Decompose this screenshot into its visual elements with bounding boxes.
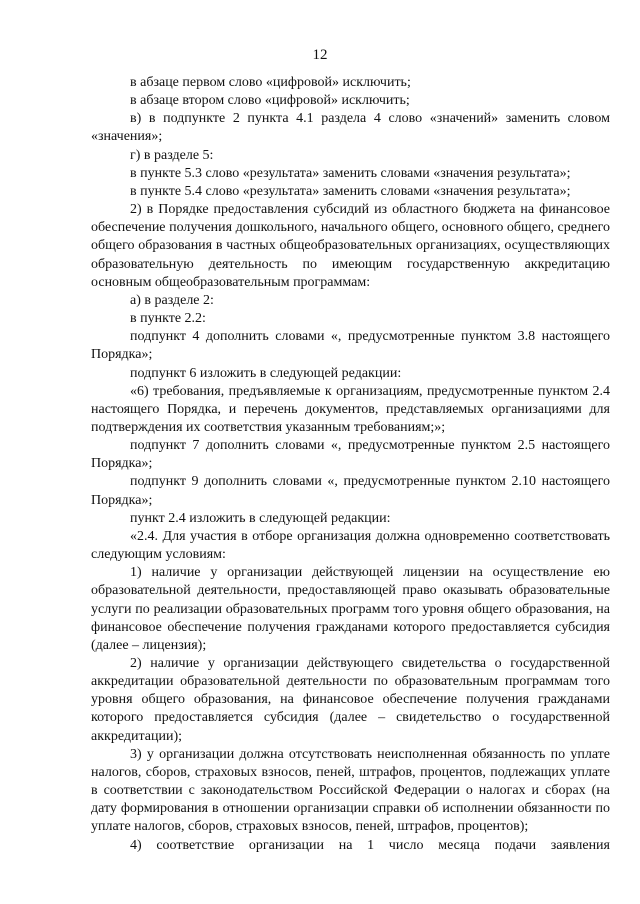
paragraph: «2.4. Для участия в отборе организация должна одновременно соответствовать следующим условиям:: [91, 528, 610, 563]
paragraph: подпункт 9 дополнить словами «, предусмотренные пунктом 2.10 настоящего Порядка»;: [91, 474, 610, 508]
document-body: [91, 74, 610, 855]
paragraph: 4) соответствие организации на 1 число месяца подачи заявления: [130, 837, 610, 853]
page-number: 12: [312, 47, 328, 63]
paragraph: а) в разделе 2:: [130, 292, 214, 308]
paragraph: подпункт 6 изложить в следующей редакции:: [130, 365, 402, 381]
paragraph: 3) у организации должна отсутствовать неисполненная обязанность по уплате налогов, сборов, страховых взносов, пеней, штрафов, процентов, подлежащих уплате в соответствии с законодательством Российской Федерации о налогах и сборах (на дату формирования в отношении организации справки об исполнении обязанности по уплате налогов, сборов, страховых взносов, пеней, штрафов, процентов);: [91, 746, 610, 835]
paragraph: подпункт 7 дополнить словами «, предусмотренные пунктом 2.5 настоящего Порядка»;: [91, 438, 610, 472]
paragraph: в абзаце втором слово «цифровой» исключить;: [130, 93, 410, 109]
paragraph: в пункте 5.4 слово «результата» заменить словами «значения результата»;: [130, 183, 571, 199]
paragraph: 2) наличие у организации действующего свидетельства о государственной аккредитации образовательной деятельности по образовательным программам того уровня общего образования, на финансовое обеспечение получения гражданами которого предоставляется субсидия (далее – свидетельство о государственной аккредитации);: [91, 656, 610, 744]
paragraph: 1) наличие у организации действующей лицензии на осуществление ею образовательной деятельности, предоставляющей право оказывать образовательные услуги по реализации образовательных программ того уровня общего образования, на финансовое обеспечение получения гражданами которого предоставляется субсидия (далее – лицензия);: [91, 565, 610, 653]
paragraph: подпункт 4 дополнить словами «, предусмотренные пунктом 3.8 настоящего Порядка»;: [91, 329, 610, 363]
paragraph: в пункте 2.2:: [130, 311, 206, 327]
paragraph: пункт 2.4 изложить в следующей редакции:: [130, 510, 391, 526]
paragraph: г) в разделе 5:: [130, 147, 214, 163]
paragraph: в абзаце первом слово «цифровой» исключить;: [130, 75, 411, 90]
paragraph: в) в подпункте 2 пункта 4.1 раздела 4 слово «значений» заменить словом «значения»;: [91, 111, 610, 145]
paragraph: «6) требования, предъявляемые к организациям, предусмотренные пунктом 2.4 настоящего Порядка, и перечень документов, представляемых организациями для подтверждения их соответствия указанным требованиям;»;: [91, 383, 610, 435]
paragraph: в пункте 5.3 слово «результата» заменить словами «значения результата»;: [130, 165, 571, 181]
paragraph: 2) в Порядке предоставления субсидий из областного бюджета на финансовое обеспечение получения дошкольного, начального общего, основного общего, среднего общего образования в частных общеобразовательных организациях, осуществляющих образовательную деятельность по имеющим государственную аккредитацию основным общеобразовательным программам:: [91, 202, 610, 290]
